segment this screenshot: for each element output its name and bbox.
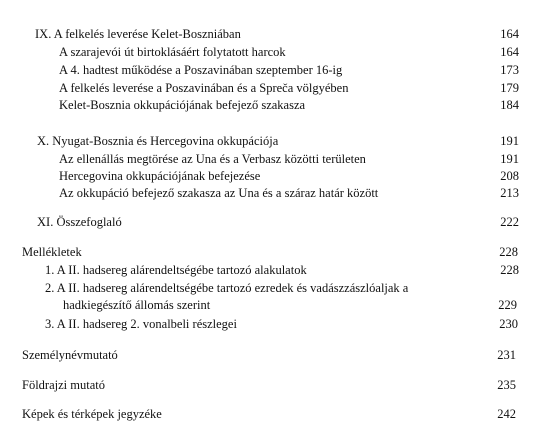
toc-entry-title: A szarajevói út birtoklásáért folytatott harcok: [59, 45, 286, 59]
toc-section-entry: [0, 62, 537, 78]
toc-section-entry: [0, 185, 537, 201]
toc-chapter-entry: [0, 26, 537, 42]
toc-entry-page: 173: [500, 63, 519, 77]
toc-section-entry: [0, 168, 537, 184]
toc-entry-title: Személynévmutató: [22, 348, 118, 362]
toc-entry-page: 191: [500, 134, 519, 148]
toc-entry-page: 208: [500, 169, 519, 183]
toc-entry-title: hadkiegészítő állomás szerint: [63, 298, 211, 312]
toc-entry-title: Hercegovina okkupációjának befejezése: [59, 169, 261, 183]
toc-entry-title: IX. A felkelés leverése Kelet-Boszniában: [35, 27, 241, 41]
toc-entry-page: 164: [500, 27, 519, 41]
toc-entry-title: A felkelés leverése a Poszavinában és a Spreča völgyében: [59, 81, 349, 95]
toc-section-entry: [0, 80, 537, 96]
toc-chapter-entry: [0, 214, 537, 230]
toc-index-entry: [0, 347, 537, 363]
toc-entry-page: 164: [500, 45, 519, 59]
toc-entry-page: 191: [500, 152, 519, 166]
toc-entry-page: 179: [500, 81, 519, 95]
toc-section-entry: [0, 44, 537, 60]
toc-appendix-entry: [0, 280, 537, 296]
toc-entry-page: 222: [500, 215, 519, 229]
toc-entry-page: 242: [497, 407, 516, 421]
toc-entry-title: Mellékletek: [22, 245, 82, 259]
toc-entry-title: 2. A II. hadsereg alárendeltségébe tartozó ezredek és vadászzászlóaljak a: [45, 281, 409, 295]
toc-entry-title: Földrajzi mutató: [22, 378, 105, 392]
toc-appendix-entry: [0, 316, 537, 332]
toc-chapter-entry: [0, 133, 537, 149]
toc-entry-page: 228: [499, 245, 518, 259]
toc-entry-title: 3. A II. hadsereg 2. vonalbeli részlegei: [45, 317, 237, 331]
toc-section-entry: [0, 97, 537, 113]
toc-entry-title: X. Nyugat-Bosznia és Hercegovina okkupációja: [37, 134, 279, 148]
toc-entry-page: 230: [499, 317, 518, 331]
toc-entry-title: Az ellenállás megtörése az Una és a Verbasz közötti területen: [59, 152, 366, 166]
toc-entry-title: Az okkupáció befejező szakasza az Una és a száraz határ között: [59, 186, 379, 200]
toc-entry-title: 1. A II. hadsereg alárendeltségébe tartozó alakulatok: [45, 263, 307, 277]
toc-appendix-heading: [0, 244, 537, 260]
toc-appendix-entry-continuation: [0, 297, 537, 313]
toc-index-entry: [0, 406, 537, 422]
toc-section-entry: [0, 151, 537, 167]
toc-entry-title: A 4. hadtest működése a Poszavinában szeptember 16-ig: [59, 63, 343, 77]
toc-entry-page: 235: [497, 378, 516, 392]
toc-entry-page: 184: [500, 98, 519, 112]
toc-entry-page: 213: [500, 186, 519, 200]
toc-entry-page: 228: [500, 263, 519, 277]
toc-index-entry: [0, 377, 537, 393]
toc-entry-title: XI. Összefoglaló: [37, 215, 122, 229]
toc-entry-page: 231: [497, 348, 516, 362]
toc-appendix-entry: [0, 262, 537, 278]
toc-entry-title: Kelet-Bosznia okkupációjának befejező szakasza: [59, 98, 306, 112]
toc-entry-page: 229: [498, 298, 517, 312]
toc-entry-title: Képek és térképek jegyzéke: [22, 407, 162, 421]
